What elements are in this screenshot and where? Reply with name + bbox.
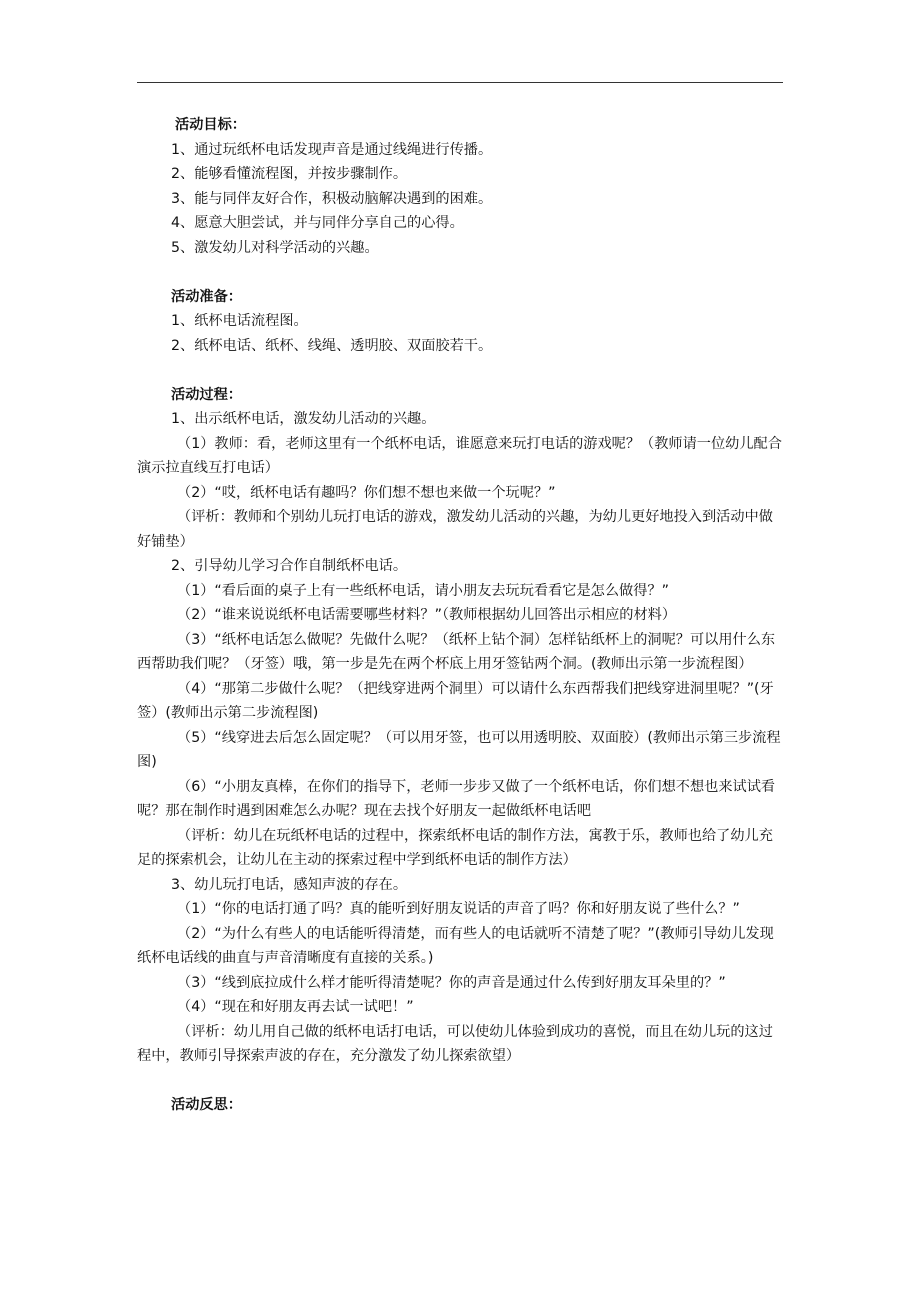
section-gap (137, 358, 783, 383)
step-paragraph: （2）“谁来说说纸杯电话需要哪些材料？”（教师根据幼儿回答出示相应的材料） (177, 607, 677, 623)
header-rule (137, 82, 783, 83)
document-body (137, 113, 783, 1118)
step-paragraph: （1）“看后面的桌子上有一些纸杯电话，请小朋友去玩玩看看它是怎么做得？” (177, 582, 669, 599)
goal-item: 4、愿意大胆尝试，并与同伴分享自己的心得。 (171, 215, 464, 231)
step-paragraph: （4）“现在和好朋友再去试一试吧！” (177, 999, 414, 1015)
step-paragraph: （3）“线到底拉成什么样才能听得清楚呢？你的声音是通过什么传到好朋友耳朵里的？” (177, 974, 726, 991)
goal-item: 5、激发幼儿对科学活动的兴趣。 (171, 239, 379, 256)
prep-title: 活动准备： (171, 288, 242, 305)
step-paragraph: （2）“为什么有些人的电话能听得清楚，而有些人的电话就听不清楚了呢？”(教师引导幼儿发现纸杯电话线的曲直与声音清晰度有直接的关系。) (137, 925, 774, 966)
step-paragraph: （4）“那第二步做什么呢？（把线穿进两个洞里）可以请什么东西帮我们把线穿进洞里呢？”(牙签）(教师出示第二步流程图) (137, 680, 774, 721)
goals-title: 活动目标： (175, 117, 246, 133)
step-heading: 1、出示纸杯电话，激发幼儿活动的兴趣。 (171, 411, 436, 427)
commentary-paragraph: （评析：幼儿在玩纸杯电话的过程中，探索纸杯电话的制作方法，寓教于乐，教师也给了幼儿充足的探索机会，让幼儿在主动的探索过程中学到纸杯电话的制作方法） (137, 827, 773, 868)
step-heading: 3、幼儿玩打电话，感知声波的存在。 (171, 876, 408, 893)
step-paragraph: （3）“纸杯电话怎么做呢？先做什么呢？（纸杯上钻个洞）怎样钻纸杯上的洞呢？可以用什么东西帮助我们呢？（牙签）哦，第一步是先在两个杯底上用牙签钻两个洞。(教师出示第一步流程图） (137, 631, 776, 672)
section-gap (137, 1069, 783, 1094)
step-paragraph: （1）“你的电话打通了吗？真的能听到好朋友说话的声音了吗？你和好朋友说了些什么？” (177, 901, 740, 917)
step-paragraph: （5）“线穿进去后怎么固定呢？（可以用牙签，也可以用透明胶、双面胶）(教师出示第三步流程图) (137, 729, 781, 770)
commentary-paragraph: （评析：教师和个别幼儿玩打电话的游戏，激发幼儿活动的兴趣，为幼儿更好地投入到活动中做好铺垫） (137, 509, 773, 550)
step-heading: 2、引导幼儿学习合作自制纸杯电话。 (171, 558, 408, 574)
goal-item: 2、能够看懂流程图，并按步骤制作。 (171, 166, 408, 182)
process-title: 活动过程： (171, 386, 242, 403)
commentary-paragraph: （评析：幼儿用自己做的纸杯电话打电话，可以使幼儿体验到成功的喜悦，而且在幼儿玩的这过程中，教师引导探索声波的存在，充分激发了幼儿探索欲望） (137, 1023, 773, 1064)
step-paragraph: （1）教师：看，老师这里有一个纸杯电话，谁愿意来玩打电话的游戏呢？（教师请一位幼儿配合演示拉直线互打电话） (137, 435, 782, 476)
prep-item: 2、纸杯电话、纸杯、线绳、透明胶、双面胶若干。 (171, 337, 493, 354)
step-paragraph: （2）“哎，纸杯电话有趣吗？你们想不想也来做一个玩呢？” (177, 484, 556, 501)
prep-item: 1、纸杯电话流程图。 (171, 313, 308, 329)
reflect-title: 活动反思： (171, 1097, 242, 1113)
goal-item: 1、通过玩纸杯电话发现声音是通过线绳进行传播。 (171, 141, 493, 158)
step-paragraph: （6）“小朋友真棒，在你们的指导下，老师一步步又做了一个纸杯电话，你们想不想也来试试看呢？那在制作时遇到困难怎么办呢？现在去找个好朋友一起做纸杯电话吧 (137, 778, 776, 819)
section-gap (137, 260, 783, 285)
goal-item: 3、能与同伴友好合作，积极动脑解决遇到的困难。 (171, 190, 493, 207)
